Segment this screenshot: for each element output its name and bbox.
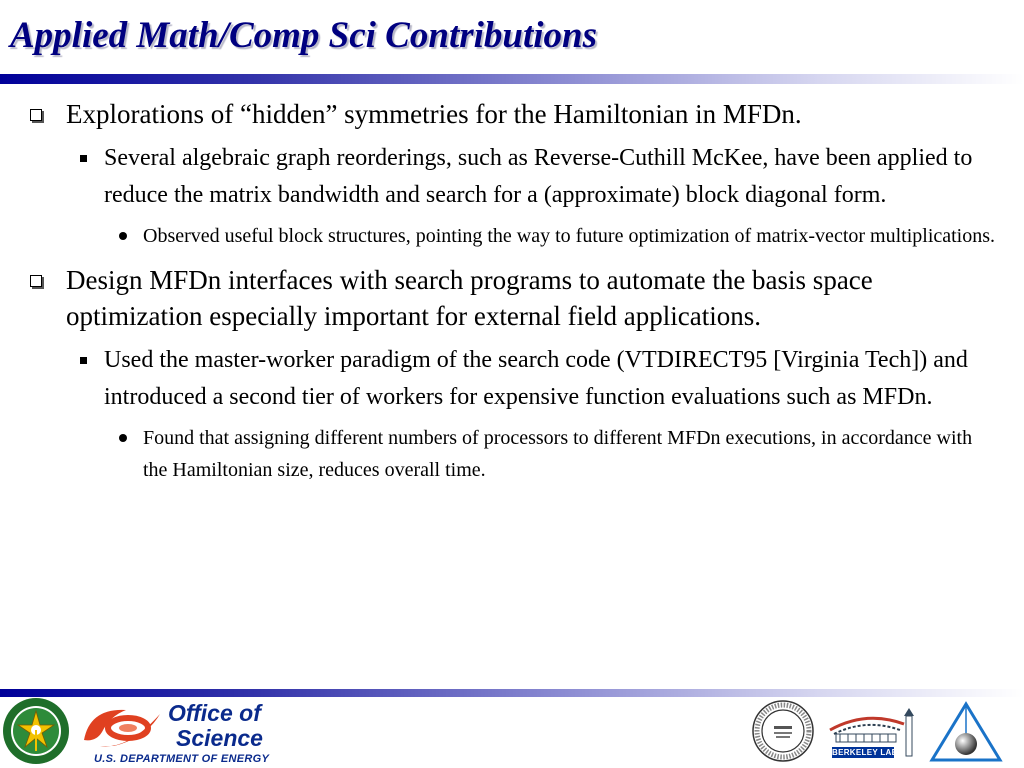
bullet-text: Used the master-worker paradigm of the search code (VTDIRECT95 [Virginia Tech]) and introduced a second tier of workers for expensive function evaluations such as MFDn. (104, 347, 968, 410)
dot-bullet-icon (119, 232, 127, 240)
slide-content (0, 96, 1000, 496)
bullet-text: Several algebraic graph reorderings, such as Reverse-Cuthill McKee, have been applied to reduce the matrix bandwidth and search for a (approximate) block diagonal form. (104, 145, 973, 208)
office-of-science-line2: Science (176, 725, 263, 751)
bullet-text: Found that assigning different numbers of processors to different MFDn executions, in accordance with the Hamiltonian size, reduces overall time. (143, 427, 973, 481)
bullet-level3-item (0, 422, 1000, 486)
slide-title: Applied Math/Comp Sci Contributions (10, 15, 598, 56)
bullet-level1-item (0, 262, 1000, 334)
iowa-state-university-seal-icon (752, 700, 814, 762)
berkeley-lab-label: BERKELEY LAB (832, 748, 898, 757)
hollow-square-bullet-icon (30, 275, 42, 287)
title-underline-bar (0, 74, 1024, 84)
footer-bar (0, 689, 1024, 697)
bullet-text: Explorations of “hidden” symmetries for the Hamiltonian in MFDn. (66, 99, 802, 129)
office-of-science-line3: U.S. DEPARTMENT OF ENERGY (94, 753, 270, 765)
bullet-level2-item (0, 140, 1000, 214)
doe-seal-icon (2, 697, 70, 765)
office-of-science-logo-icon (80, 702, 166, 752)
bullet-text: Observed useful block structures, pointing the way to future optimization of matrix-vector multiplications. (143, 225, 996, 247)
square-bullet-icon (80, 155, 87, 162)
triangle-sphere-logo-icon (926, 700, 1006, 764)
dot-bullet-icon (119, 434, 127, 442)
bullet-level3-item (0, 220, 1000, 252)
hollow-square-bullet-icon (30, 109, 42, 121)
office-of-science-line1: Office of (168, 700, 261, 726)
bullet-level1-item (0, 96, 1000, 132)
bullet-text: Design MFDn interfaces with search programs to automate the basis space optimization especially important for external field applications. (66, 265, 873, 331)
square-bullet-icon (80, 357, 87, 364)
bullet-level2-item (0, 342, 1000, 416)
